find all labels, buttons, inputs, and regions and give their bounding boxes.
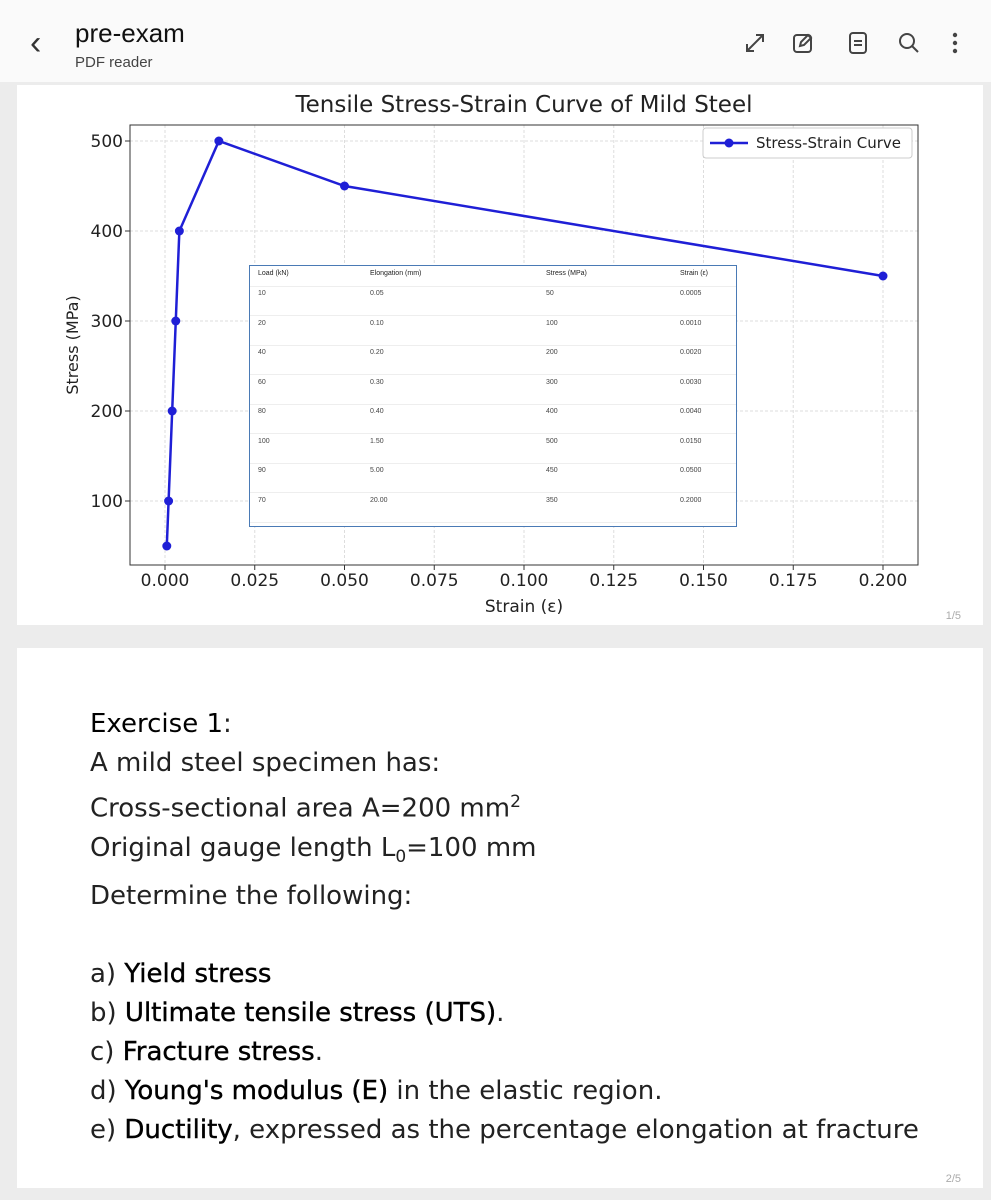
table-cell: 450 [546,467,558,474]
table-cell: 20.00 [370,496,388,504]
table-cell: 80 [258,408,266,415]
question-bold: Yield stress [124,958,272,989]
table-row [250,375,736,405]
question-bold: Ductility [124,1114,233,1145]
table-cell: 200 [546,349,558,356]
table-row [250,345,736,375]
exercise-line: Determine the following: [90,880,413,911]
table-row [250,286,736,316]
y-tick-label: 400 [90,222,123,242]
data-point [879,272,888,281]
length-text: Original gauge length L [90,832,396,863]
heading-colon: : [223,709,232,739]
table-cell: 100 [546,319,558,327]
question-bold: Fracture stress [122,1036,315,1067]
table-cell: 0.10 [370,319,384,327]
exercise-line [90,829,919,877]
length-value: =100 mm [406,832,537,863]
x-tick-label: 0.150 [679,571,728,591]
table-cell: 0.0010 [680,319,702,327]
question-prefix: c) [90,1036,123,1067]
table-cell: 500 [546,437,558,445]
x-tick-label: 0.025 [230,571,280,591]
question-item [90,1033,919,1072]
question-prefix: d) [90,1075,125,1106]
question-item [90,955,919,994]
table-cell: Elongation (mm) [370,270,422,277]
subscript: 0 [395,846,407,867]
question-item [90,1111,919,1150]
question-rest: . [496,997,505,1028]
table-cell: 300 [546,378,558,386]
table-cell: 40 [258,349,266,356]
table-row [250,404,736,434]
table-cell: 10 [258,290,266,297]
question-prefix: a) [90,958,125,989]
table-cell: 5.00 [370,467,384,474]
table-cell: Strain (ε) [680,270,709,277]
table-cell: 0.0040 [680,408,702,415]
table-cell: 70 [258,496,266,504]
x-tick-label: 0.000 [140,571,190,591]
area-text: Cross-sectional area A=200 mm [90,793,511,824]
table-cell: 0.30 [370,378,384,386]
page-number: 2/5 [945,1173,961,1185]
app-subtitle: PDF reader [75,54,153,71]
x-tick-label: 0.100 [499,571,549,591]
table-row [250,493,736,523]
table-cell: Load (kN) [258,270,289,277]
table-cell: Stress (MPa) [546,270,587,277]
x-tick-label: 0.075 [409,571,459,591]
exercise-text [90,705,919,1150]
table-cell: 1.50 [370,437,384,445]
x-tick-label: 0.200 [858,571,908,591]
table-row [250,463,736,493]
data-point [162,542,171,551]
question-prefix: e) [90,1114,125,1145]
table-cell: 100 [258,437,270,445]
table-cell: 0.0030 [680,378,702,386]
data-point [171,317,180,326]
table-cell: 20 [258,319,266,327]
heading-text: Exercise 1 [90,709,223,739]
x-tick-label: 0.175 [768,571,818,591]
exercise-heading [90,705,919,744]
chart-title: Tensile Stress-Strain Curve of Mild Steel [295,92,753,118]
question-item [90,994,919,1033]
question-bold: Young's modulus (E) [124,1075,389,1106]
question-bold: Ultimate tensile stress (UTS) [124,997,497,1028]
data-point [214,137,223,146]
table-cell: 90 [258,467,266,474]
question-prefix: b) [90,997,125,1028]
table-cell: 0.0150 [680,437,702,445]
table-cell: 60 [258,378,266,386]
data-table [249,265,737,527]
table-cell: 0.20 [370,349,384,356]
data-point [164,497,173,506]
table-cell: 0.05 [370,290,384,297]
table-cell: 0.2000 [680,496,702,504]
back-button[interactable]: ‹ [30,24,42,62]
table-cell: 0.40 [370,408,384,415]
y-tick-label: 100 [90,492,123,512]
document-title: pre-exam [75,18,185,48]
table-cell: 0.0020 [680,349,702,356]
table-row [250,434,736,464]
x-tick-label: 0.125 [589,571,639,591]
exercise-line: A mild steel specimen has: [90,748,441,778]
table-row [250,316,736,346]
y-tick-label: 500 [90,132,123,152]
table-cell: 350 [546,496,558,504]
table-cell: 50 [546,290,554,297]
question-rest: , expressed as the percentage elongation at fracture [232,1114,919,1145]
data-point [175,227,184,236]
table-cell: 400 [546,408,558,415]
data-point [340,182,349,191]
question-item [90,1072,919,1111]
legend-label: Stress-Strain Curve [756,134,901,152]
exercise-line [90,783,919,829]
x-tick-label: 0.050 [320,571,369,591]
y-tick-label: 300 [90,312,123,332]
table-cell: 0.0500 [680,467,702,474]
legend-marker [725,139,734,148]
question-rest: . [314,1036,323,1067]
table-cell: 0.0005 [680,290,702,297]
superscript: 2 [510,792,521,812]
data-point [168,407,177,416]
y-tick-label: 200 [90,402,123,422]
table-header [250,266,736,287]
question-rest: in the elastic region. [388,1075,663,1106]
y-axis-label: Stress (MPa) [63,295,82,395]
x-axis-label: Strain (ε) [484,597,564,617]
page-number: 1/5 [945,610,961,622]
